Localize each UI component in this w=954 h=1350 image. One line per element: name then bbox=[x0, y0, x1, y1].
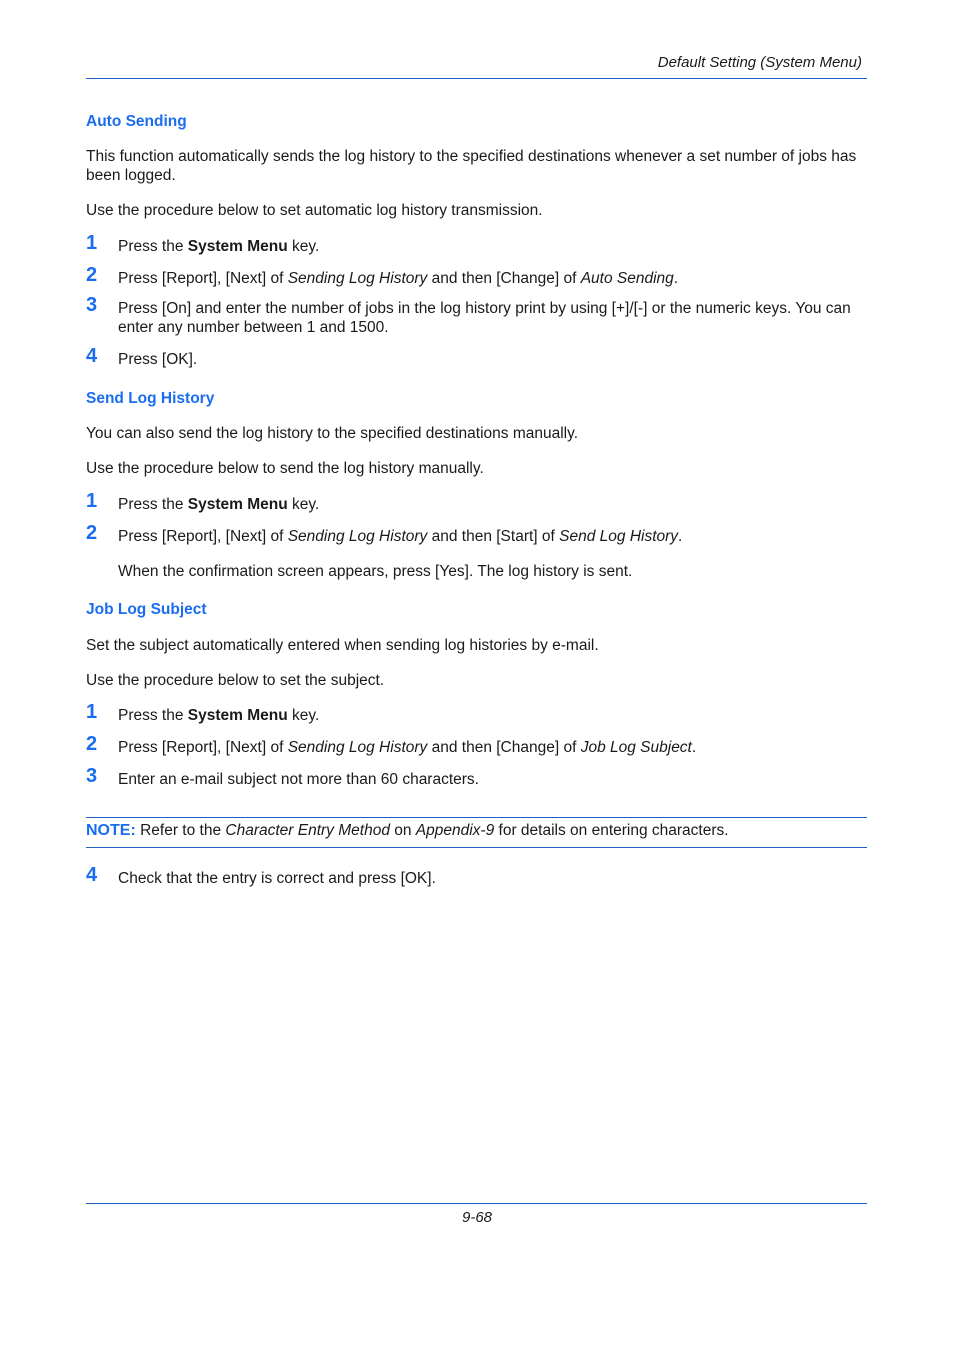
step-text: Press [OK]. bbox=[118, 351, 198, 368]
step-number: 1 bbox=[86, 232, 98, 254]
step-text: Press [On] and enter the number of jobs in the log history print by using [+]/[-] or the numeric keys. You can enter any number between 1 and 1500. bbox=[118, 300, 851, 336]
section-heading-auto-sending: Auto Sending bbox=[86, 113, 187, 130]
step-text: Press [Report], [Next] of Sending Log History and then [Change] of Auto Sending. bbox=[118, 270, 679, 287]
step-number: 4 bbox=[86, 345, 98, 367]
step-text: Check that the entry is correct and press [OK]. bbox=[118, 870, 436, 887]
running-header: Default Setting (System Menu) bbox=[657, 54, 862, 71]
step-number: 3 bbox=[86, 765, 98, 787]
link-appendix-9: Appendix-9 bbox=[415, 822, 495, 839]
section-heading-send-log-history: Send Log History bbox=[86, 390, 215, 407]
step-number: 2 bbox=[86, 522, 98, 544]
step-number: 2 bbox=[86, 264, 98, 286]
send-log-procedure: Use the procedure below to send the log history manually. bbox=[86, 460, 484, 477]
step-text: Press the System Menu key. bbox=[118, 238, 320, 255]
section-heading-job-log-subject: Job Log Subject bbox=[86, 601, 207, 618]
send-log-intro: You can also send the log history to the specified destinations manually. bbox=[86, 425, 579, 442]
step-number: 4 bbox=[86, 864, 98, 886]
auto-sending-intro: This function automatically sends the log history to the specified destinations whenever a set number of jobs has been logged. bbox=[86, 148, 857, 184]
note-box: NOTE: Refer to the Character Entry Method on Appendix-9 for details on entering characters. bbox=[86, 822, 729, 839]
note-label: NOTE: bbox=[86, 822, 136, 839]
step-number: 3 bbox=[86, 294, 98, 316]
page-number: 9-68 bbox=[461, 1209, 493, 1226]
header-rule bbox=[86, 78, 867, 79]
step-text: Enter an e-mail subject not more than 60 characters. bbox=[118, 771, 479, 788]
step-text: Press the System Menu key. bbox=[118, 707, 320, 724]
step-number: 1 bbox=[86, 490, 98, 512]
step-note-text: When the confirmation screen appears, press [Yes]. The log history is sent. bbox=[118, 563, 633, 580]
step-text: Press [Report], [Next] of Sending Log History and then [Change] of Job Log Subject. bbox=[118, 739, 697, 756]
note-bottom-rule bbox=[86, 847, 867, 848]
link-character-entry-method: Character Entry Method bbox=[225, 822, 390, 839]
step-text: Press the System Menu key. bbox=[118, 496, 320, 513]
job-log-procedure: Use the procedure below to set the subject. bbox=[86, 672, 385, 689]
job-log-intro: Set the subject automatically entered when sending log histories by e-mail. bbox=[86, 637, 599, 654]
step-number: 1 bbox=[86, 701, 98, 723]
step-text: Press [Report], [Next] of Sending Log History and then [Start] of Send Log History. bbox=[118, 528, 683, 545]
step-number: 2 bbox=[86, 733, 98, 755]
auto-sending-procedure: Use the procedure below to set automatic log history transmission. bbox=[86, 202, 543, 219]
note-top-rule bbox=[86, 817, 867, 818]
footer-rule bbox=[86, 1203, 867, 1204]
